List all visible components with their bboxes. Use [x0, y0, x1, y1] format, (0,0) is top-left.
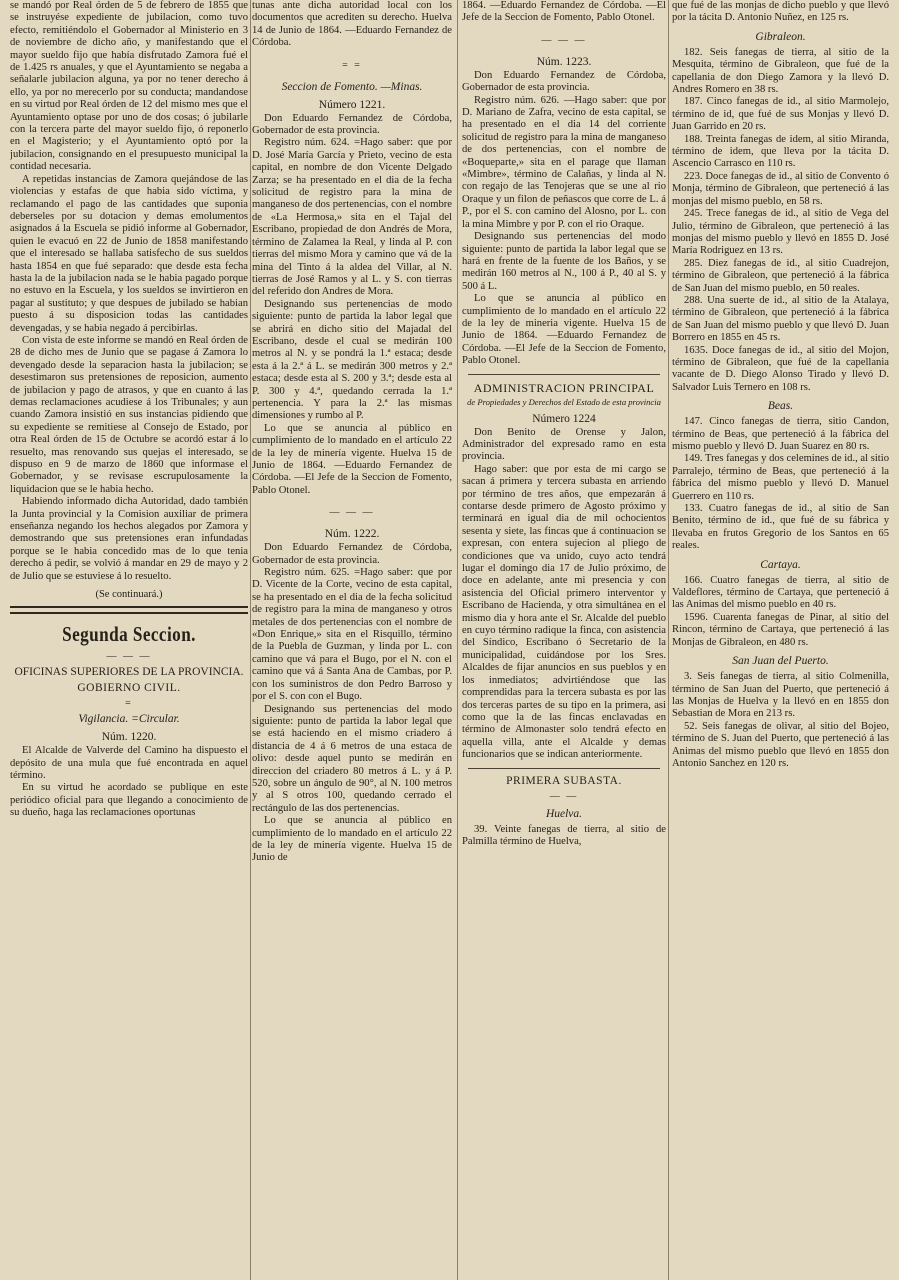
separator: — — —	[541, 34, 587, 46]
paragraph: Designando sus pertenencias del modo siguiente: punto de partida la labor legal que se está haciendo en el mismo criadero á distancia de 4 á 6 metros de una estaca de olivo: desde aquel punto se medirán en direccion del criadero 80 metros á L. y á P. 520, sobre un ángulo de 90°, al N. 100 metros y al S otros 100, quedando cerrado el rectángulo de las dos pertenencias.	[252, 703, 452, 814]
listing-entry: 149. Tres fanegas y dos celemines de id., al sitio Parralejo, término de Beas, que perteneció á la fábrica del mismo pueblo y llevó D. Manuel Guerrero en 110 rs.	[672, 453, 889, 502]
paragraph: Designando sus pertenencias del modo siguiente: punto de partida la labor legal que se hará en frente de la fuente de los Baños, y se medirán 160 metros al N., 100 á P., 40 al S. y 500 á L.	[462, 231, 666, 292]
paragraph: se mandó por Real órden de 5 de febrero de 1855 que se instruyése expediente de jubilacion, como tuvo efecto, remitiéndolo el Gobernador al Ministerio en 3 de noviembre de dicho año, y manifestando que el mayor sueldo fijo que había disfrutado Zamora fué el de 1.425 rs anuales, y que el Ayuntamiento se negaba a señalarle jubilacion alguna, ya por no tener derecho á ello, ya por no merecerlo por su conducta; mandandose en su virtud por Real órden de 12 del mismo mes que el Ayuntamiento optase por uno de dos cosas; ó jubilarle con la tercera parte del mayor sueldo fijo, ó reponerlo en el Magisterio; y el Ayuntamiento optó por la jubilacion, consignando en el presupuesto municipal la contidad necesaria.	[10, 0, 248, 173]
paragraph: A repetidas instancias de Zamora quejándose de las violencias y estafas de que habia sido víctima, y reclamando el pago de las cantidades que suponia deberseles por su dotacion y demas emolumentos asignados á la Escuela se pidió informe al Gobernador, quien le evacuó en 22 de Junio de 1858 manifestando que el interesado se hallaba satisfecho de sus sueldos hasta 1854 en que fué separado: que desde esta fecha hasta la de la jubilacion nada se le habia pagado porque no estuvo en la Escuela, y los sueldos se invirtieron en pagar al sustituto; y que despues de jubilado se habian puesto á su disposicion todas las cantidades devengadas, y se habia negado á percibirlas.	[10, 173, 248, 334]
paragraph: En su virtud he acordado se publique en este periódico oficial para que llegando a conocimiento de su dueño, haga las reclamaciones oportunas	[10, 782, 248, 819]
listing-entry: 188. Treinta fanegas de idem, al sitio Miranda, término de idem, que lleva por la tácita D. Ascencio Carrasco en 110 rs.	[672, 133, 889, 170]
listing-entry: 39. Veinte fanegas de tierra, al sitio de Palmilla término de Huelva,	[462, 823, 666, 847]
offices-heading: OFICINAS SUPERIORES DE LA PROVINCIA.	[14, 666, 244, 679]
listing-entry: 133. Cuatro fanegas de id., al sitio de San Benito, término de id., que fué de su fábrica y llevaba en frutos Gregorio de los Santos en 65 reales.	[672, 503, 889, 552]
divider	[10, 612, 248, 614]
locality-heading: Cartaya.	[760, 558, 801, 571]
paragraph: Lo que se anuncia al público en cumplimiento de lo mandado en el artículo 22 de la ley de minería vigente. Huelva 15 de Junio de	[252, 815, 452, 864]
listing-entry: 3. Seis fanegas de tierra, al sitio Colmenilla, término de San Juan del Puerto, que perteneció á las Monjas de Huelva y la llevó en en 1855 don Sebastian de Mora en 213 rs.	[672, 671, 889, 720]
section-heading: Segunda Seccion.	[62, 622, 196, 647]
paragraph: Don Benito de Orense y Jalon, Administrador del expresado ramo en esta provincia.	[462, 426, 666, 463]
paragraph: Registro núm. 626. —Hago saber: que por D. Mariano de Zafra, vecino de esta capital, se ha presentado en el dia 14 del corriente solicitud de registro para la mina de manganeso de dos pertenencias, con el nombre de «Boqueparte,» sita en el parage que llaman «Mimbre», término de Calañas, y linda al N. con regajo de las Tenojeras que se une al rio Oraque y un filon de peñascos que corre de L. á P., por el S. con camino del Alosno, por L. con la mina Mimbre y por P. con el rio Oraque.	[462, 94, 666, 230]
item-number: Núm. 1223.	[536, 55, 592, 68]
listing-entry: 285. Diez fanegas de id., al sitio Cuadrejon, término de Gibraleon, que perteneció á la fábrica de San Juan del mismo pueblo, en 50 reales.	[672, 257, 889, 294]
divider	[468, 768, 660, 769]
divider	[10, 606, 248, 608]
auction-heading: PRIMERA SUBASTA.	[506, 774, 622, 787]
paragraph: que fué de las monjas de dicho pueblo y que llevó por la tácita D. Antonio Nuñez, en 125 rs.	[672, 0, 889, 24]
continuation-note: (Se continuará.)	[95, 589, 163, 601]
listing-entry: 1635. Doce fanegas de id., al sitio del Mojon, término de Gibraleon, que fué de la capellania vacante de D. Diego Alonso Tirado y llevó D. Salvador Luis Ternero en 108 rs.	[672, 344, 889, 393]
item-number: Número 1221.	[318, 98, 386, 111]
paragraph: Lo que se anuncia al público en cumplimiento de lo mandado en el artículo 22 de la ley de minería vigente. Huelva 15 de Junio de 1864. —Eduardo Fernandez de Córdoba. —El Jefe de la Seccion de Fomento, Pablo Otonel.	[252, 422, 452, 496]
listing-entry: 288. Una suerte de id., al sitio de la Atalaya, término de Gibraleon, que perteneció á la fábrica de San Juan del mismo pueblo y que llevó D. Juan Borrero en 1855 en 45 rs.	[672, 294, 889, 344]
paragraph: tunas ante dicha autoridad local con los documentos que acrediten su derecho. Huelva 14 de Junio de 1864. —Eduardo Fernandez de Córdoba.	[252, 0, 452, 49]
section-heading: Seccion de Fomento. —Minas.	[281, 80, 423, 93]
locality-heading: Gibraleon.	[755, 30, 806, 43]
government-heading: GOBIERNO CIVIL.	[77, 682, 181, 695]
paragraph: Habiendo informado dicha Autoridad, dado también la Junta provincial y la Comision auxiliar de primera enseñanza negando los hechos alegados por Zamora y demostrando que sus pretensiones eran infundadas porque se le habia concedido mas de lo que tenia derecho á pedir, se volvió á mandar en 29 de mayo y 2 de Julio que se estuviese á lo resuelto.	[10, 496, 248, 582]
item-number: Núm. 1222.	[324, 528, 380, 541]
column-2	[252, 0, 452, 1280]
paragraph: Don Eduardo Fernandez de Córdoba, Gobernador de esta provincia.	[462, 69, 666, 94]
paragraph: 1864. —Eduardo Fernandez de Córdoba. —El Jefe de la Seccion de Fomento, Pablo Otonel.	[462, 0, 666, 24]
listing-entry: 223. Doce fanegas de id., al sitio de Convento ó Monja, término de Gibraleon, que perteneció á las monjas del mismo pueblo, en 58 rs.	[672, 170, 889, 207]
paragraph: Don Eduardo Fernandez de Córdoba, Gobernador de esta provincia.	[252, 112, 452, 137]
locality-heading: San Juan del Puerto.	[732, 655, 829, 668]
column-rule	[457, 0, 458, 1280]
paragraph: Don Eduardo Fernandez de Córdoba, Gobernador de esta provincia.	[252, 542, 452, 566]
paragraph: Registro núm. 624. =Hago saber: que por D. José María García y Prieto, vecino de esta capital, en nombre de don Vicente Delgado Zarza; se ha presentado en el dia de la fecha solicitud de registro para la mina de manganeso de dos pertenencias, con el nombre de «La Hermosa,» sita en el Tajal del Escribano, propiedad de don Andrés de Mora, término de Zalamea la Real, y linda al P. con tierras del mismo Mora y camino que vá de la mina del Tinto á la aldea del Villar, al N. tierras de José Ramos y al L. y S. con tierras del referido don Andres de Mora.	[252, 137, 452, 298]
divider	[468, 374, 660, 375]
paragraph: Hago saber: que por esta de mi cargo se sacan á primera y tercera subasta en arriendo por término de tres años, que empezarán á contarse desde primero de Agosto próximo y terminará en igual dia de mil ochocientos sesenta y siete, las fincas que á continuacion se expresan, con entera sujecion al pliego de condiciones que va unido, cuyo acto tendrá lugar el domingo dia 17 de Julio próximo, de doce en adelante, ante mi presencia y con asistencia del Oficial primero interventor y Escribano de Hacienda, y otra simultánea en el mismo dia y hora ante el Sr. Alcalde del pueblo en cuyo término radique la finca, con asistencia del Síndico, Escribano ó Secretario de la municipalidad, cuidándose por los Sres. Alcaldes de fijar anuncios en sus pueblos y en los inmediatos; advirtiéndose que las comprendidas para la tercera subasta es por las dos terceras partes de su tipo en la primera, asi como que la de las fincas enclavadas en término de Almonaster solo tendrá efecto en aquella villa, ante el Alcalde y demas funcionarios que se indican anteriormente.	[462, 463, 666, 761]
locality-heading: Beas.	[767, 400, 794, 413]
column-rule	[668, 0, 669, 1280]
locality-heading: Huelva.	[545, 807, 583, 820]
listing-entry: 182. Seis fanegas de tierra, al sitio de la Mesquita, término de Gibraleon, que fué de la capellania de don Diego Zamora y la llevó D. Andres Romero en 38 rs.	[672, 46, 889, 96]
paragraph: Con vista de este informe se mandó en Real órden de 28 de dicho mes de Junio que se pagase á Zamora lo devengado desde la separacion hasta la jubilacion; se desestimaron sus pretensiones de reposicion, aumento de jubilacion y pago de atrasos, y que en cuanto á las demas reclamaciones acudiese á los Tribunales; y aun cuando Zamora insistió en sus instancias pidiendo que su expediente se remitiese al Consejo de Estado, por otra Real órden de 15 de Octubre se acordó estar á lo resuelto, mas renovando sus quejas el interesado, se dispuso en 9 de marzo de 1860 que informase el Gobernador, y se revisase escrupulosamente la liquidacion que se le habia hecho.	[10, 334, 248, 495]
paragraph: Registro núm. 625. =Hago saber: que por D. Vicente de la Corte, vecino de esta capital, se ha presentado en el dia de la fecha solicitud de registro para la mina de manganeso y otros metales de dos pertenencias con el nombre de «Don Enrique,» sita en el Risquillo, término de la Puebla de Guzman, y linda por L. con camino que vá para el Bugo, por el N. con el camino que vá á Santa Ana de Cambas, por P. con los suministros de don Pedro Barroso y por el S. con con el Bugo.	[252, 567, 452, 703]
listing-entry: 187. Cinco fanegas de id., al sitio Marmolejo, término de id, que fué de sus Monjas y llevó D. Juan Garrido en 20 rs.	[672, 96, 889, 133]
administration-subheading: de Propiedades y Derechos del Estado de esta provincia	[467, 396, 661, 407]
listing-entry: 166. Cuatro fanegas de tierra, al sitio de Valdeflores, término de Cartaya, que perteneció á las Animas del mismo pueblo en 40 rs.	[672, 574, 889, 611]
administration-heading: ADMINISTRACION PRINCIPAL	[473, 380, 655, 395]
listing-entry: 52. Seis fanegas de olivar, al sitio del Bojeo, término de S. Juan del Puerto, que perteneció á las Animas del mismo pueblo que llevó en 1855 don Antonio Sanchez en 120 rs.	[672, 720, 889, 769]
separator: — —	[549, 790, 579, 802]
column-3	[462, 0, 666, 1280]
column-rule	[250, 0, 251, 1280]
paragraph: Lo que se anuncia al público en cumplimiento de lo mandado en el artículo 22 de la ley de mineria vigente. Huelva 15 de Junio de 1864. —Eduardo Fernandez de Córdoba. —El Jefe de la Seccion de Fomento, Pablo Otonel.	[462, 293, 666, 367]
item-number: Núm. 1220.	[101, 731, 157, 744]
subsection-heading: Vigilancia. =Circular.	[78, 713, 180, 726]
separator: = =	[342, 59, 362, 71]
listing-entry: 147. Cinco fanegas de tierra, sitio Candon, término de Beas, que perteneció á la fábrica del mismo pueblo y llevó D. Juan Suarez en 80 rs.	[672, 416, 889, 452]
paragraph: Designando sus pertenencias de modo siguiente: punto de partida la labor legal que se abrirá en dicho sitio del Majadal del Escribano, desde el cual se medirán 100 metros al N. y se pondrá la 1.ª estaca; desde esta á la 2.ª á L. se medirán 300 metros y 2.ª estaca; desde esta al S. 200 y 3.ª; desde esta al P. 300 y 4.ª, quedando cerrada la 1.ª pertenencia. Y para la 2.ª las mismas dimensiones y rumbo al P.	[252, 298, 452, 422]
column-1	[10, 0, 248, 1280]
item-number: Número 1224	[532, 412, 596, 425]
paragraph: El Alcalde de Valverde del Camino ha dispuesto el depósito de una mula que fué encontrada en aquel término.	[10, 745, 248, 781]
column-4	[672, 0, 889, 1280]
listing-entry: 245. Trece fanegas de id., al sitio de Vega del Julio, término de Gibraleon, que perteneció á las monjas del mismo pueblo y llevó en 1855 D. José María Rodriguez en 13 rs.	[672, 208, 889, 257]
separator: — — —	[106, 651, 152, 663]
separator: — — —	[329, 507, 375, 519]
listing-entry: 1596. Cuarenta fanegas de Pinar, al sitio del Rincon, término de Cartaya, que perteneció á las Monjas de Gibraleon, en 480 rs.	[672, 611, 889, 648]
separator: =	[125, 698, 133, 710]
